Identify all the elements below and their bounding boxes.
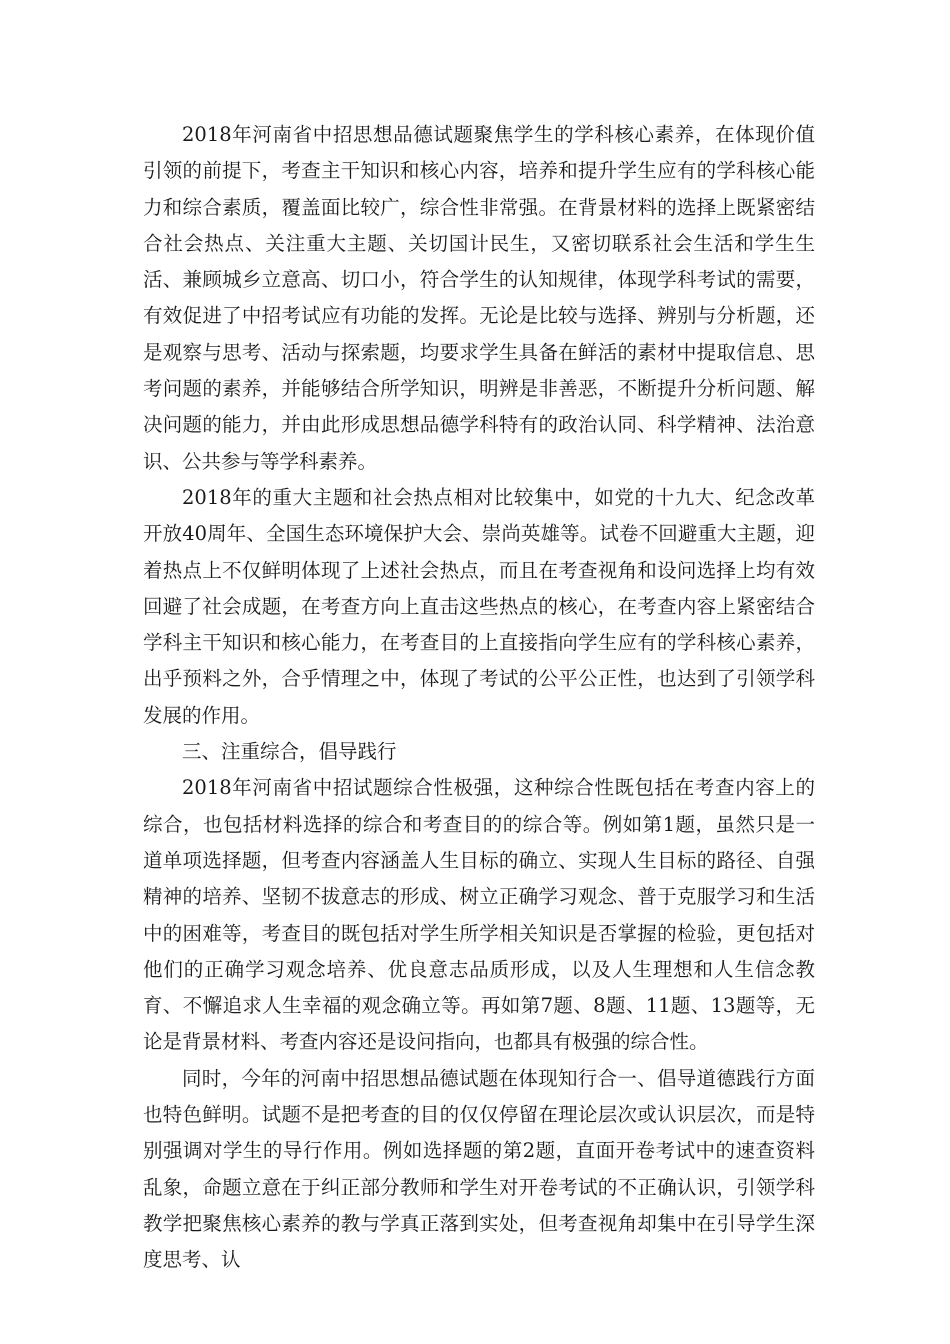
paragraph-core-literacy: 2018年河南省中招思想品德试题聚焦学生的学科核心素养，在体现价值引领的前提下，考查主干知识和核心内容，培养和提升学生应有的学科核心能力和综合素质，覆盖面比较广，综合性非常强。在背景材料的选择上既紧密结合社会热点、关注重大主题、关切国计民生，又密切联系社会生活和学生生活、兼顾城乡立意高、切口小，符合学生的认知规律，体现学科考试的需要，有效促进了中招考试应有功能的发挥。无论是比较与选择、辨别与分析题，还是观察与思考、活动与探索题，均要求学生具备在鲜活的素材中提取信息、思考问题的素养，并能够结合所学知识，明辨是非善恶，不断提升分析问题、解决问题的能力，并由此形成思想品德学科特有的政治认同、科学精神、法治意识、公共参与等学科素养。 xyxy=(143,123,815,473)
paragraph-practice: 同时，今年的河南中招思想品德试题在体现知行合一、倡导道德践行方面也特色鲜明。试题不是把考查的目的仅仅停留在理论层次或认识层次，而是特别强调对学生的导行作用。例如选择题的第2题，直面开卷考试中的速查资料乱象，命题立意在于纠正部分教师和学生对开卷考试的不正确认识，引领学科教学把聚焦核心素养的教与学真正落到实处，但考查视角却集中在引导学生深度思考、认 xyxy=(143,1066,815,1272)
paragraph-comprehensiveness: 2018年河南省中招试题综合性极强，这种综合性既包括在考查内容上的综合，也包括材料选择的综合和考查目的的综合等。例如第1题，虽然只是一道单项选择题，但考查内容涵盖人生目标的确立、实现人生目标的路径、自强精神的培养、坚韧不拔意志的形成、树立正确学习观念、普于克服学习和生活中的困难等，考查目的既包括对学生所学相关知识是否掌握的检验，更包括对他们的正确学习观念培养、优良意志品质形成，以及人生理想和人生信念教育、不懈追求人生幸福的观念确立等。再如第7题、8题、11题、13题等，无论是背景材料、考查内容还是设问指向，也都具有极强的综合性。 xyxy=(143,776,815,1054)
paragraph-major-themes: 2018年的重大主题和社会热点相对比较集中，如党的十九大、纪念改革开放40周年、全国生态环境保护大会、崇尚英雄等。试卷不回避重大主题，迎着热点上不仅鲜明体现了上述社会热点，而且在考查视角和设问选择上均有效回避了社会成题，在考查方向上直击这些热点的核心，在考查内容上紧密结合学科主干知识和核心能力，在考查目的上直接指向学生应有的学科核心素养，出乎预料之外，合乎情理之中，体现了考试的公平公正性，也达到了引领学科发展的作用。 xyxy=(143,485,815,727)
document-page xyxy=(143,117,815,1279)
section-heading: 三、注重综合，倡导践行 xyxy=(182,740,397,764)
